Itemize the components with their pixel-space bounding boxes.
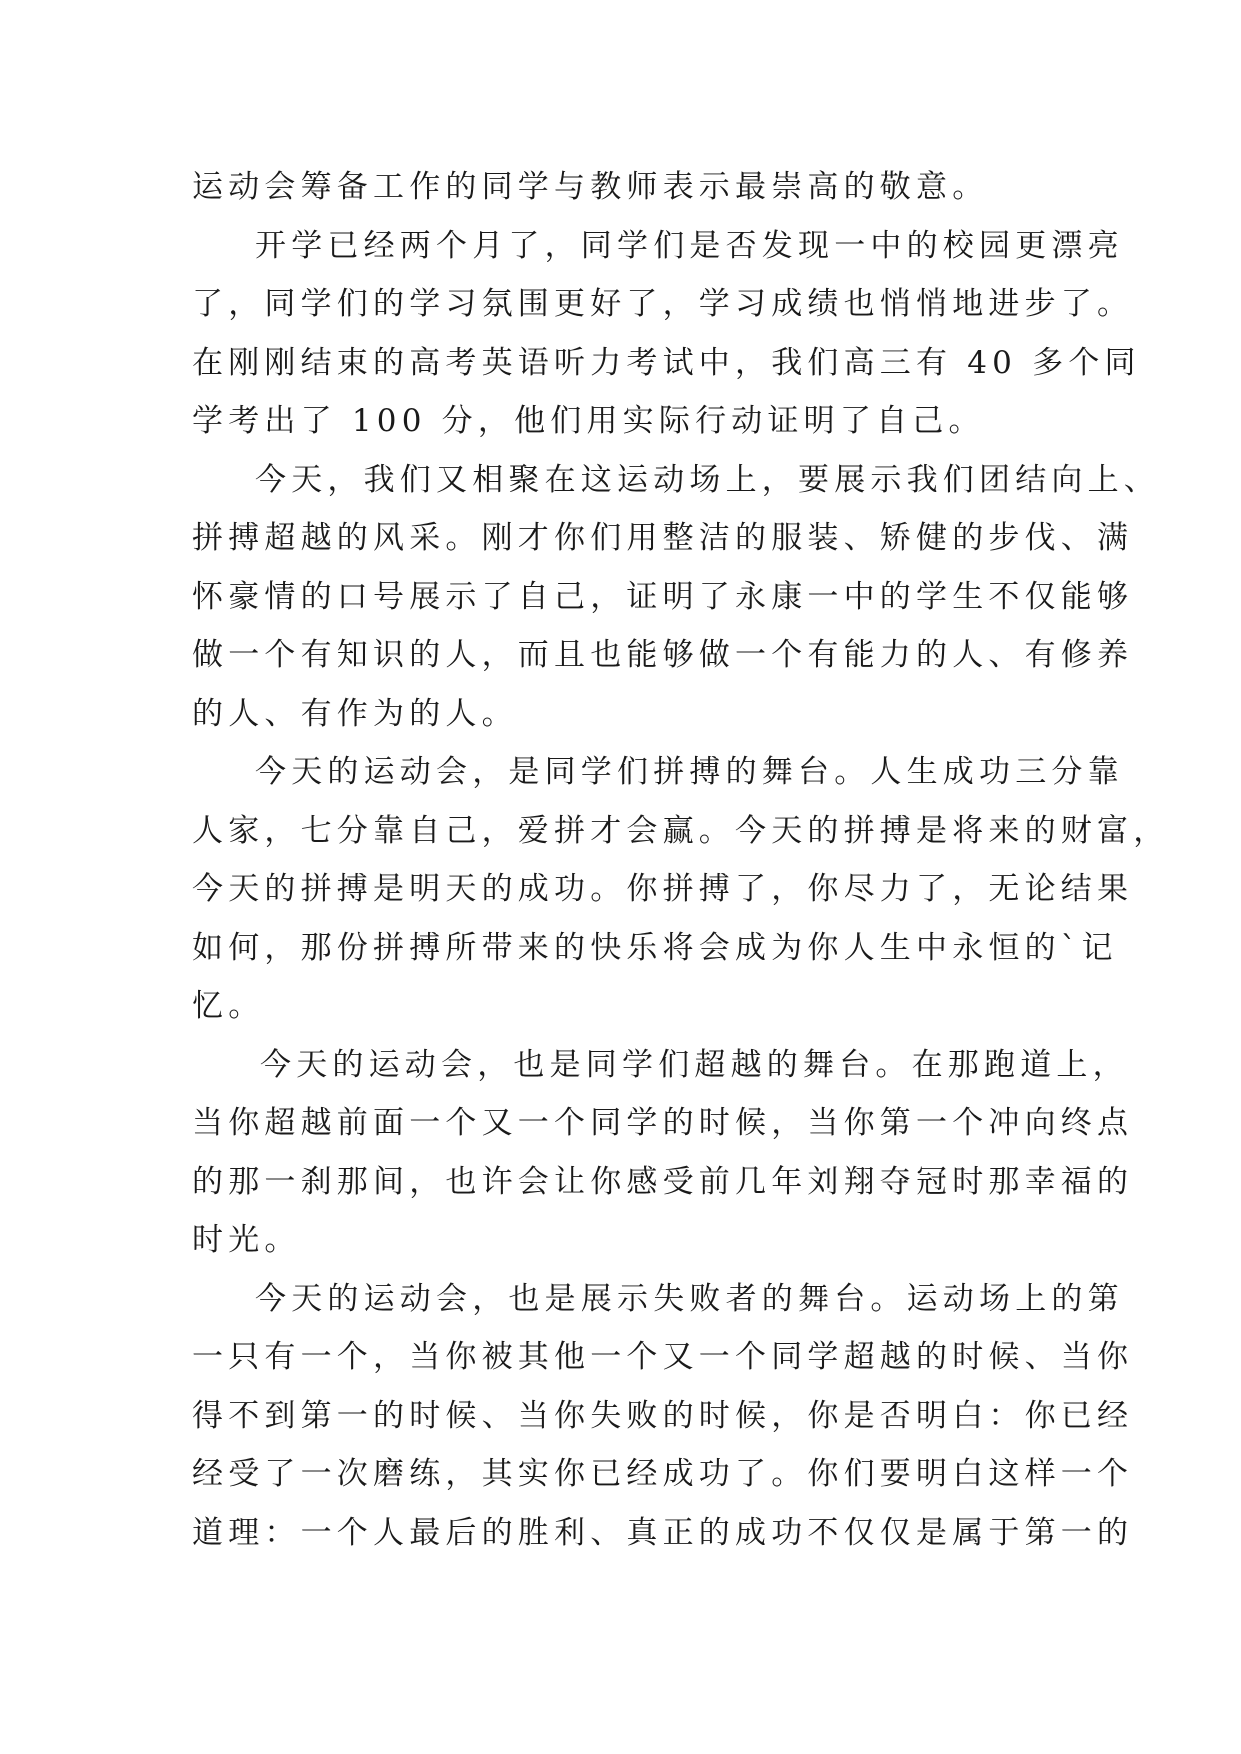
paragraph-first-line: 今天的运动会，也是同学们超越的舞台。在那跑道上，	[260, 1046, 1129, 1083]
text-line: 学考出了 100 分，他们用实际行动证明了自己。	[192, 403, 985, 439]
text-line: 拼搏超越的风采。刚才你们用整洁的服装、矫健的步伐、满	[192, 520, 1134, 556]
text-line: 经受了一次磨练，其实你已经成功了。你们要明白这样一个	[192, 1456, 1134, 1492]
text-line: 怀豪情的口号展示了自己，证明了永康一中的学生不仅能够	[192, 578, 1134, 615]
text-line: 忆。	[192, 988, 265, 1024]
text-line: 做一个有知识的人，而且也能够做一个有能力的人、有修养	[192, 637, 1134, 673]
text-line: 人家，七分靠自己，爱拼才会赢。今天的拼搏是将来的财富，	[192, 812, 1170, 849]
paragraph-first-line: 今天的运动会，是同学们拼搏的舞台。人生成功三分靠	[255, 754, 1124, 790]
text-line: 的那一刹那间，也许会让你感受前几年刘翔夺冠时那幸福的	[192, 1163, 1134, 1200]
text-line: 如何，那份拼搏所带来的快乐将会成为你人生中永恒的`记	[192, 929, 1118, 966]
paragraph-first-line: 今天，我们又相聚在这运动场上，要展示我们团结向上、	[255, 461, 1160, 498]
paragraph-first-line: 今天的运动会，也是展示失败者的舞台。运动场上的第	[255, 1280, 1124, 1317]
paragraph-first-line: 开学已经两个月了，同学们是否发现一中的校园更漂亮	[255, 227, 1124, 264]
text-line: 今天的拼搏是明天的成功。你拼搏了，你尽力了，无论结果	[192, 871, 1134, 907]
text-line: 一只有一个，当你被其他一个又一个同学超越的时候、当你	[192, 1339, 1134, 1375]
document-body	[192, 158, 1170, 1562]
text-line: 了，同学们的学习氛围更好了，学习成绩也悄悄地进步了。	[192, 286, 1134, 322]
text-line: 时光。	[192, 1222, 301, 1258]
text-line: 得不到第一的时候、当你失败的时候，你是否明白：你已经	[192, 1397, 1134, 1434]
text-line: 道理：一个人最后的胜利、真正的成功不仅仅是属于第一的	[192, 1514, 1134, 1551]
text-line: 当你超越前面一个又一个同学的时候，当你第一个冲向终点	[192, 1105, 1134, 1141]
text-line: 的人、有作为的人。	[192, 695, 518, 732]
text-line: 在刚刚结束的高考英语听力考试中，我们高三有 40 多个同	[192, 344, 1141, 381]
text-line: 运动会筹备工作的同学与教师表示最崇高的敬意。	[192, 169, 989, 205]
